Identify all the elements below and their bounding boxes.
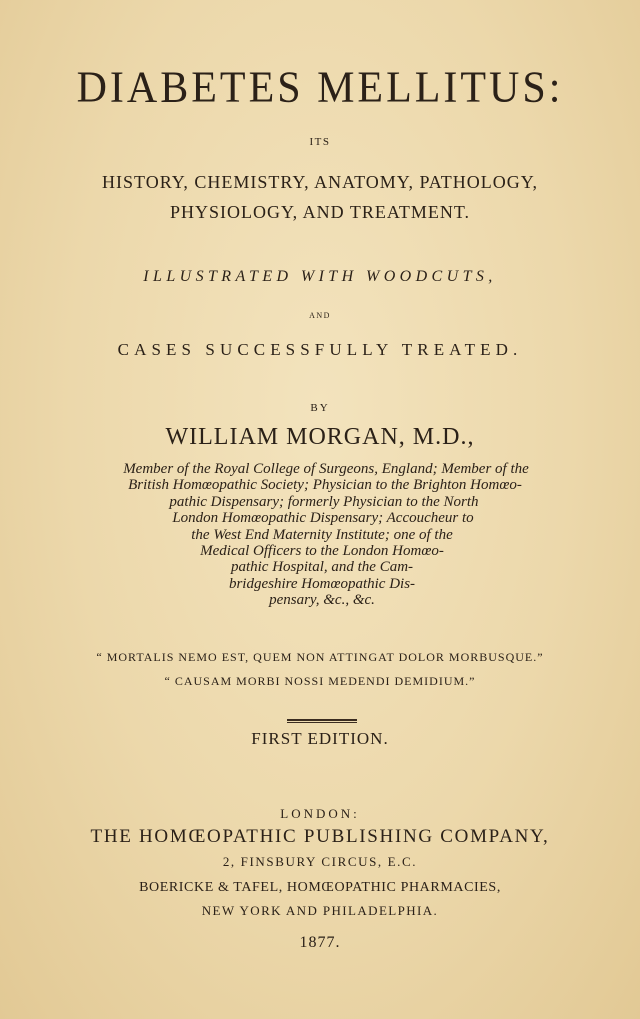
imprint-city: LONDON: (280, 806, 360, 821)
divider-rule (287, 719, 357, 721)
distributor-name: BOERICKE & TAFEL, HOMŒOPATHIC PHARMACIES, (139, 880, 501, 895)
author-name: WILLIAM MORGAN, M.D., (165, 424, 475, 450)
book-title: DIABETES MELLITUS: (76, 63, 564, 113)
and-label: AND (309, 311, 331, 320)
epigraph-quote-2: “ CAUSAM MORBI NOSSI MEDENDI DEMIDIUM.” (164, 674, 476, 688)
publisher-name: THE HOMŒOPATHIC PUBLISHING COMPANY, (90, 826, 550, 847)
illustrated-note: ILLUSTRATED WITH WOODCUTS, (143, 268, 497, 285)
cases-line: CASES SUCCESSFULLY TREATED. (117, 340, 523, 359)
credentials-line: the West End Maternity Institute; one of the (191, 526, 453, 543)
divider-rule-thin (287, 722, 357, 723)
credentials-line: pathic Dispensary; formerly Physician to the North (169, 493, 479, 510)
credentials-line: pathic Hospital, and the Cam- (230, 559, 414, 576)
subtitle-line-2: PHYSIOLOGY, AND TREATMENT. (169, 202, 471, 222)
credentials-line: bridgeshire Homœopathic Dis- (228, 575, 416, 592)
credentials-line: Medical Officers to the London Homœo- (200, 543, 444, 560)
edition-label: FIRST EDITION. (251, 729, 389, 748)
its-label: ITS (309, 136, 331, 148)
publication-year: 1877. (299, 934, 341, 951)
by-label: BY (310, 402, 330, 414)
publisher-address: 2, FINSBURY CIRCUS, E.C. (222, 854, 418, 869)
epigraph-quote-1: “ MORTALIS NEMO EST, QUEM NON ATTINGAT DOLOR MORBUSQUE.” (96, 650, 544, 664)
credentials-line: pensary, &c., &c. (269, 592, 375, 609)
author-credentials (0, 461, 640, 609)
credentials-line: Member of the Royal College of Surgeons, England; Member of the (123, 461, 529, 477)
distributor-cities: NEW YORK AND PHILADELPHIA. (201, 903, 439, 918)
subtitle-line-1: HISTORY, CHEMISTRY, ANATOMY, PATHOLOGY, (102, 172, 538, 192)
credentials-line: British Homœopathic Society; Physician to the Brighton Homœo- (128, 477, 522, 494)
credentials-line: London Homœopathic Dispensary; Accoucheur to (172, 510, 474, 527)
